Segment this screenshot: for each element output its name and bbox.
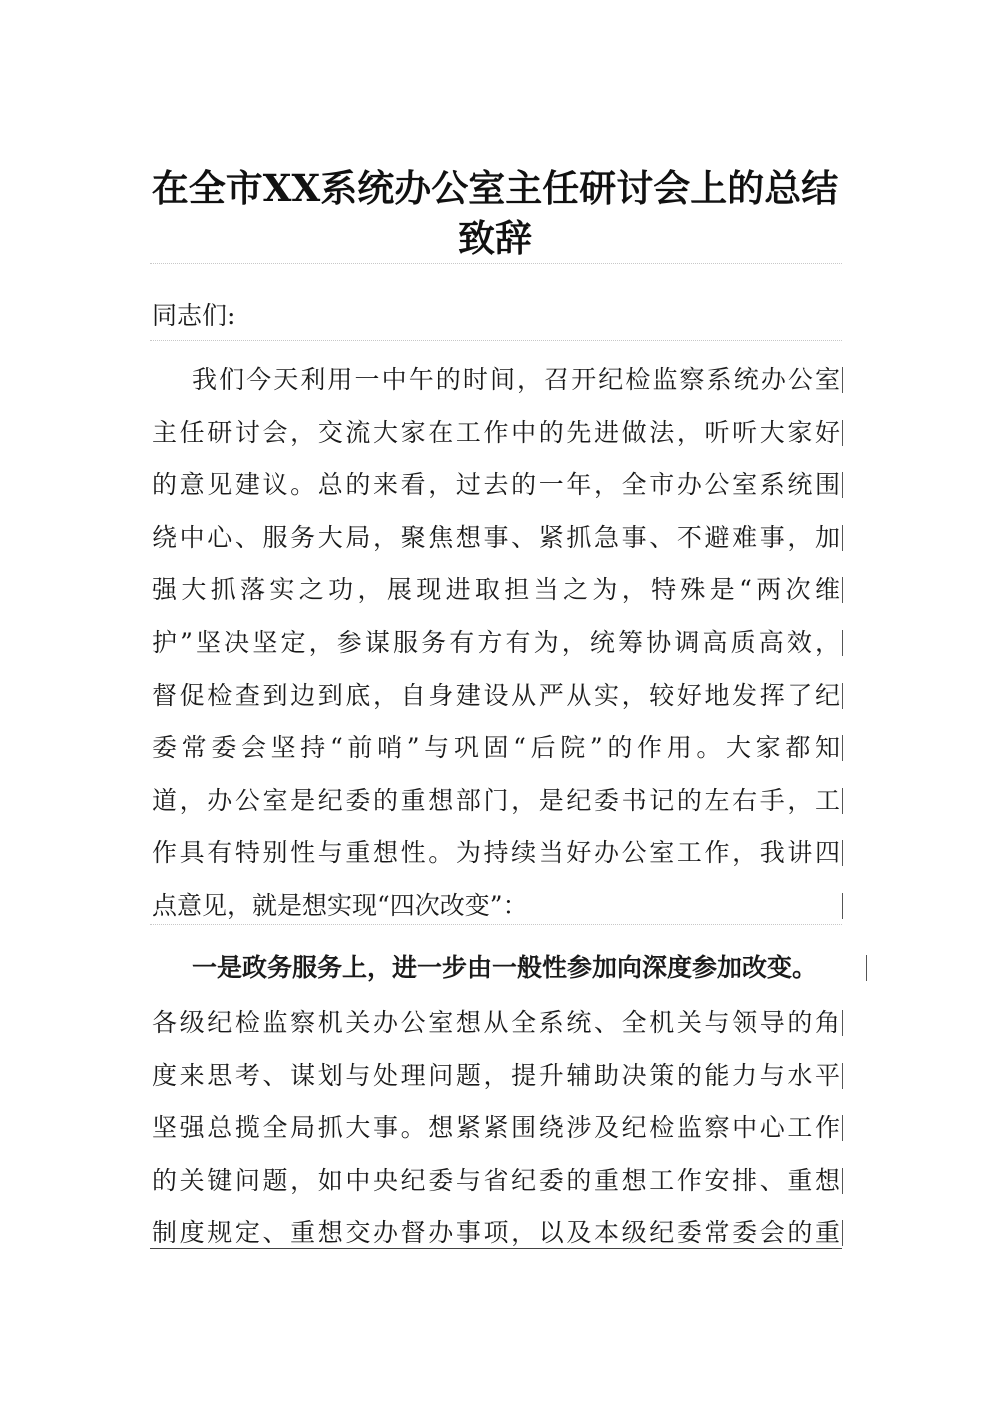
line-end-mark (842, 893, 843, 919)
paragraph-line: 坚强总揽全局抓大事。想紧紧围绕涉及纪检监察中心工作 (152, 1113, 840, 1142)
paragraph-line: 作具有特别性与重想性。为持续当好办公室工作，我讲四 (152, 838, 840, 868)
line-end-mark (842, 1010, 843, 1036)
section-heading-1: 一是政务服务上，进一步由一般性参加向深度参加改变。 (192, 953, 818, 982)
paragraph-line: 委常委会坚持“前哨”与巩固“后院”的作用。大家都知 (152, 733, 840, 763)
line-end-mark (842, 683, 843, 709)
paragraph-line: 点意见，就是想实现“四次改变”： (152, 891, 528, 920)
paragraph-line: 主任研讨会，交流大家在工作中的先进做法，听听大家好 (152, 417, 840, 447)
line-end-mark (842, 1168, 843, 1194)
paragraph-line: 我们今天利用一中午的时间，召开纪检监察系统办公室 (192, 365, 840, 394)
paragraph-line: 各级纪检监察机关办公室想从全系统、全机关与领导的角 (152, 1008, 840, 1037)
line-end-mark (842, 1220, 843, 1246)
line-end-mark (842, 1115, 843, 1141)
line-end-mark (842, 1063, 843, 1089)
title-divider (150, 263, 842, 264)
line-end-mark (842, 472, 843, 498)
paragraph-line: 的关键问题，如中央纪委与省纪委的重想工作安排、重想 (152, 1165, 840, 1195)
page-bottom-rule (150, 1248, 842, 1249)
document-title-line-1: 在全市XX系统办公室主任研讨会上的总结 (151, 166, 839, 210)
line-end-mark (842, 525, 843, 551)
line-end-mark (842, 788, 843, 814)
line-end-mark (842, 735, 843, 761)
document-title-line-2: 致辞 (458, 216, 532, 260)
line-end-mark (842, 577, 843, 603)
paragraph-line: 护”坚决坚定，参谋服务有方有为，统筹协调高质高效， (152, 628, 840, 657)
paragraph-1-divider (150, 924, 842, 925)
paragraph-line: 的意见建议。总的来看，过去的一年，全市办公室系统围 (152, 470, 840, 500)
line-end-mark (866, 955, 867, 981)
salutation-divider (150, 340, 842, 341)
line-end-mark (842, 840, 843, 866)
paragraph-line: 强大抓落实之功，展现进取担当之为，特殊是“两次维 (152, 575, 840, 605)
paragraph-line: 度来思考、谋划与处理问题，提升辅助决策的能力与水平 (152, 1060, 840, 1090)
paragraph-line: 制度规定、重想交办督办事项，以及本级纪委常委会的重 (152, 1218, 840, 1247)
line-end-mark (842, 420, 843, 446)
line-end-mark (842, 630, 843, 656)
paragraph-line: 督促检查到边到底，自身建设从严从实，较好地发挥了纪 (152, 680, 840, 710)
salutation: 同志们: (152, 301, 236, 330)
paragraph-line: 绕中心、服务大局，聚焦想事、紧抓急事、不避难事，加 (152, 522, 840, 552)
line-end-mark (842, 367, 843, 393)
paragraph-line: 道，办公室是纪委的重想部门，是纪委书记的左右手，工 (152, 785, 840, 815)
